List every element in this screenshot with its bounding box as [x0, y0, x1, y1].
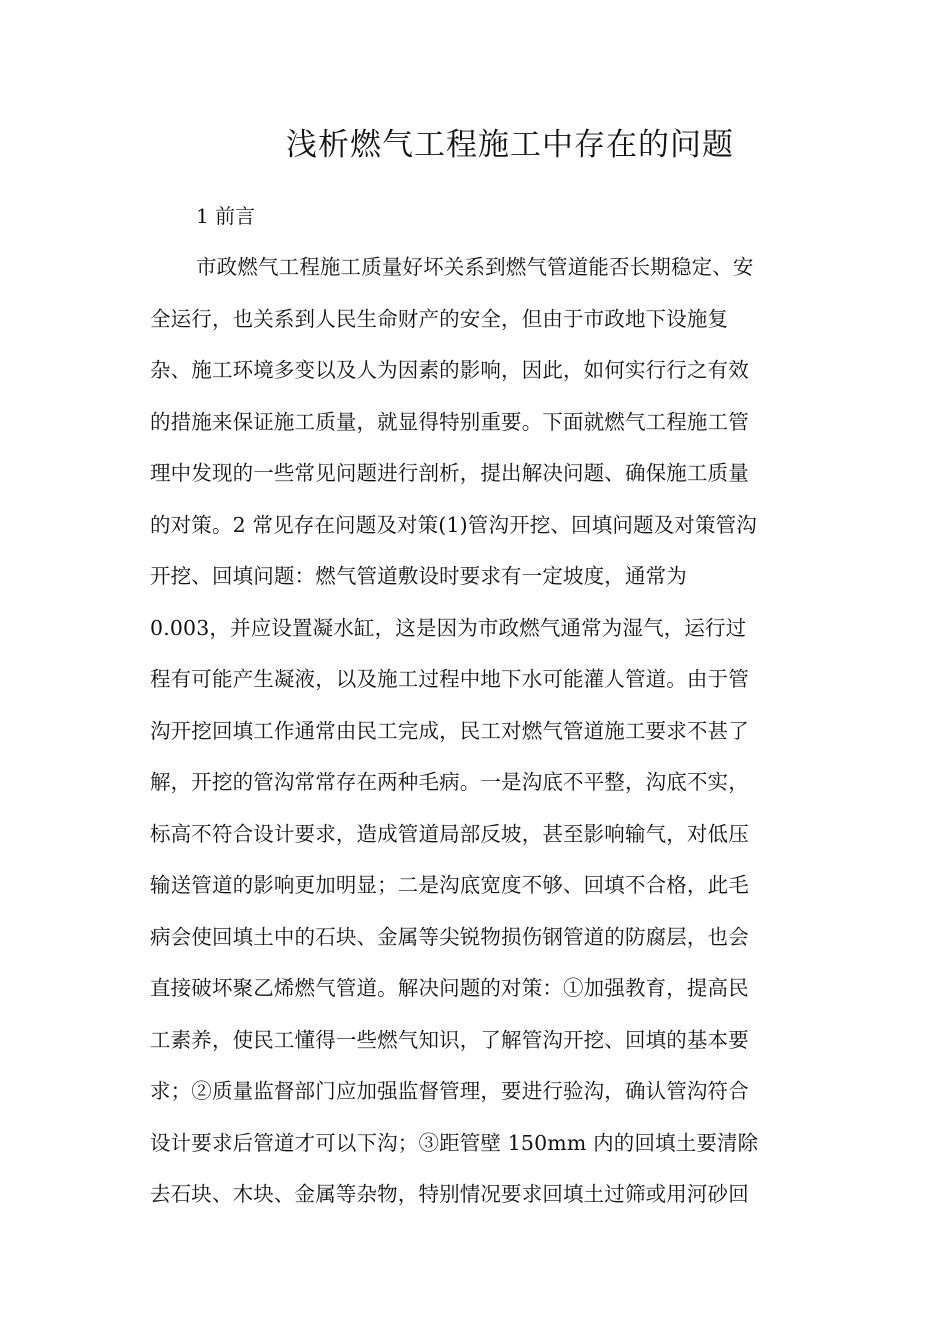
paragraph-line: 输送管道的影响更加明显；二是沟底宽度不够、回填不合格，此毛 [150, 873, 749, 897]
paragraph-line: 解，开挖的管沟常常存在两种毛病。一是沟底不平整，沟底不实， [150, 770, 749, 794]
body-paragraph [150, 247, 800, 1226]
paragraph-line: 的措施来保证施工质量，就显得特别重要。下面就燃气工程施工管 [150, 409, 749, 434]
paragraph-line: 0.003，并应设置凝水缸，这是因为市政燃气通常为湿气，运行过 [150, 615, 747, 640]
paragraph-line: 求；②质量监督部门应加强监督管理，要进行验沟，确认管沟符合 [150, 1079, 749, 1103]
section-heading: 1 前言 [196, 204, 256, 228]
paragraph-line: 开挖、回填问题：燃气管道敷设时要求有一定坡度，通常为 [150, 564, 687, 588]
document-title: 浅析燃气工程施工中存在的问题 [286, 127, 734, 163]
paragraph-line: 杂、施工环境多变以及人为因素的影响，因此，如何实行行之有效 [150, 358, 749, 382]
paragraph-line: 标高不符合设计要求，造成管道局部反坡，甚至影响输气，对低压 [150, 821, 749, 846]
paragraph-line: 的对策。2 常见存在问题及对策(1)管沟开挖、回填问题及对策管沟 [150, 512, 757, 537]
paragraph-line: 工素养，使民工懂得一些燃气知识，了解管沟开挖、回填的基本要 [150, 1027, 749, 1052]
paragraph-line: 直接破坏聚乙烯燃气管道。解决问题的对策：①加强教育，提高民 [150, 976, 749, 1000]
paragraph-line: 去石块、木块、金属等杂物，特别情况要求回填土过筛或用河砂回 [150, 1182, 749, 1206]
paragraph-line: 程有可能产生凝液，以及施工过程中地下水可能灌人管道。由于管 [150, 667, 749, 691]
paragraph-line: 理中发现的一些常见问题进行剖析，提出解决问题、确保施工质量 [150, 461, 749, 485]
paragraph-line: 设计要求后管道才可以下沟；③距管壁 150mm 内的回填土要清除 [150, 1130, 759, 1155]
paragraph-line: 全运行，也关系到人民生命财产的安全，但由于市政地下设施复 [150, 306, 729, 331]
paragraph-line: 市政燃气工程施工质量好坏关系到燃气管道能否长期稳定、安 [196, 255, 754, 279]
paragraph-line: 病会使回填土中的石块、金属等尖锐物损伤钢管道的防腐层，也会 [150, 924, 749, 949]
paragraph-line: 沟开挖回填工作通常由民工完成，民工对燃气管道施工要求不甚了 [150, 718, 749, 743]
